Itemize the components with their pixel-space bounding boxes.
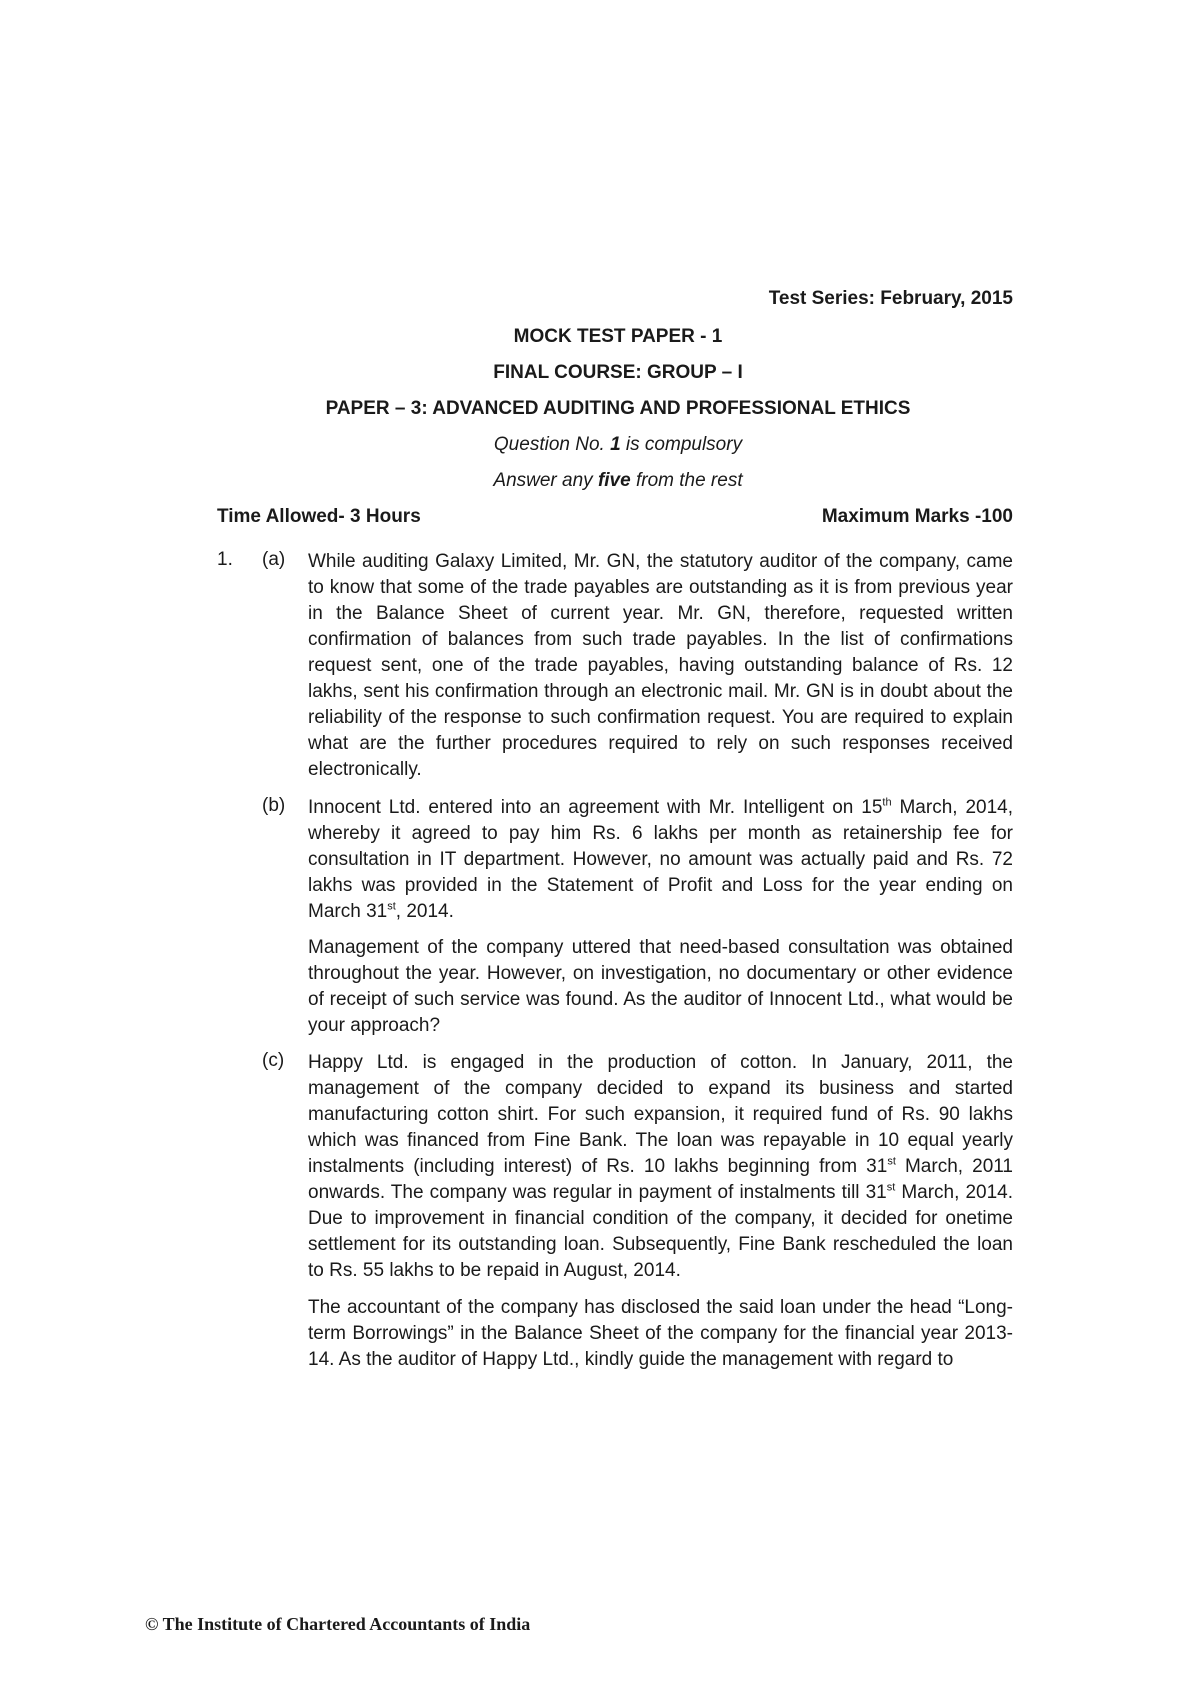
maximum-marks: Maximum Marks -100 <box>821 506 1013 527</box>
part-b-sup-1: th <box>882 796 892 809</box>
paper-number: MOCK TEST PAPER - 1 <box>513 326 723 347</box>
part-c-paragraph-1 <box>308 1050 1013 1284</box>
part-b-paragraph-2: Management of the company uttered that need-based consultation was obtained throughout the year. However, on investigation, no documentary or other evidence of receipt of such service was found. As the auditor of Innocent Ltd., what would be your approach? <box>308 937 1013 1036</box>
instruction2-pre: Answer any <box>493 470 598 491</box>
part-a-text: While auditing Galaxy Limited, Mr. GN, the statutory auditor of the company, came to know that some of the trade payables are outstanding as it is from previous year in the Balance Sheet of current year. Mr. GN, therefore, requested written confirmation of balances from such trade payables. In the list of confirmations request sent, one of the trade payables, having outstanding balance of Rs. 12 lakhs, sent his confirmation through an electronic mail. Mr. GN is in doubt about the reliability of the response to such confirmation request. You are required to explain what are the further procedures required to rely on such responses received electronically. <box>308 551 1013 780</box>
instruction1-pre: Question No. <box>493 434 611 455</box>
instruction-compulsory <box>0 434 1191 456</box>
part-b-label: (b) <box>262 795 286 816</box>
instruction1-post: is compulsory <box>620 434 743 455</box>
footer-copyright: © The Institute of Chartered Accountants of India <box>145 1614 531 1634</box>
part-b-paragraph-1 <box>308 795 1013 925</box>
part-b-p1-c: , 2014. <box>395 901 454 922</box>
instruction2-word: five <box>597 470 631 491</box>
part-c-label: (c) <box>262 1050 285 1071</box>
part-c-p1-b: March, 2011 onwards. The company was regular in payment of instalments till 31 <box>308 1156 1013 1203</box>
time-allowed: Time Allowed- 3 Hours <box>217 506 421 527</box>
instruction2-post: from the rest <box>630 470 743 491</box>
test-series-line: Test Series: February, 2015 <box>768 288 1013 309</box>
instruction1-num: 1 <box>610 434 621 455</box>
part-b-sup-2: st <box>387 900 396 913</box>
question-number: 1. <box>217 549 233 570</box>
course-title: FINAL COURSE: GROUP – I <box>493 362 743 383</box>
part-b-p1-b: March, 2014, whereby it agreed to pay him Rs. 6 lakhs per month as retainership fee for consultation in IT department. However, no amount was actually paid and Rs. 72 lakhs was provided in the Statement of Profit and Loss for the year ending on March 31 <box>308 797 1013 922</box>
part-c-paragraph-2: The accountant of the company has disclosed the said loan under the head “Long-term Borrowings” in the Balance Sheet of the company for the financial year 2013-14. As the auditor of Happy Ltd., kindly guide the management with regard to <box>308 1297 1013 1370</box>
part-c-sup-2: st <box>886 1181 896 1194</box>
part-c-p1-a: Happy Ltd. is engaged in the production of cotton. In January, 2011, the management of the company decided to expand its business and started manufacturing cotton shirt. For such expansion, it required fund of Rs. 90 lakhs which was financed from Fine Bank. The loan was repayable in 10 equal yearly instalments (including interest) of Rs. 10 lakhs beginning from 31 <box>308 1052 1013 1177</box>
part-b-p1-a: Innocent Ltd. entered into an agreement with Mr. Intelligent on 15 <box>308 797 883 818</box>
subject-title: PAPER – 3: ADVANCED AUDITING AND PROFESSIONAL ETHICS <box>325 398 911 419</box>
part-c-p1-c: March, 2014. Due to improvement in financial condition of the company, it decided for onetime settlement for its outstanding loan. Subsequently, Fine Bank rescheduled the loan to Rs. 55 lakhs to be repaid in August, 2014. <box>308 1182 1013 1281</box>
part-c-sup-1: st <box>887 1155 896 1168</box>
part-a-label: (a) <box>262 549 286 570</box>
instruction-answer-any <box>0 470 1191 492</box>
